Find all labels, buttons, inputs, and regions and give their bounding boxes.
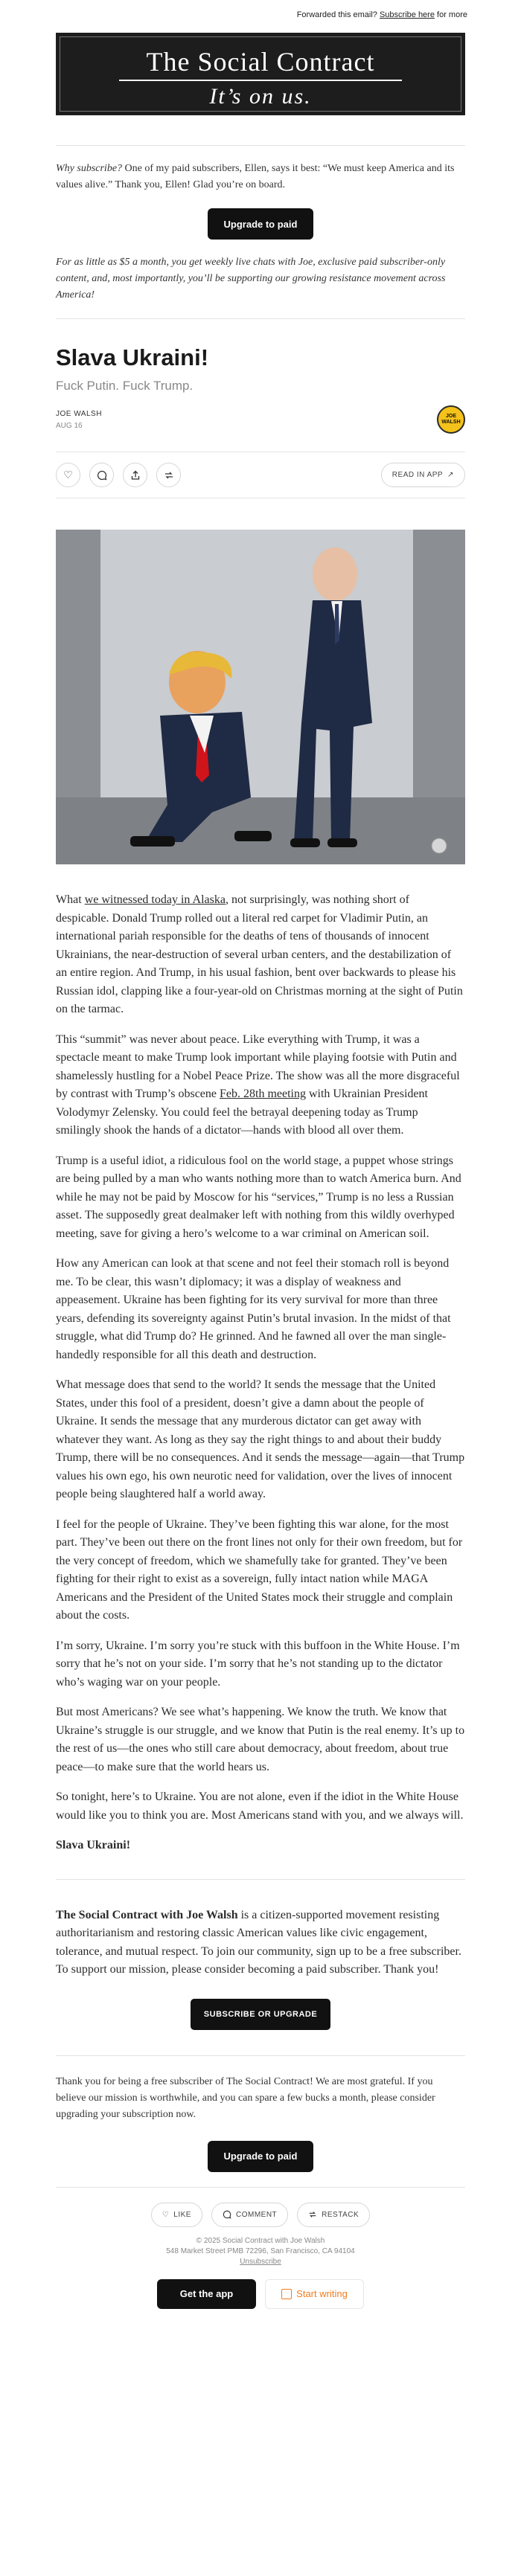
intro-note — [0, 254, 521, 303]
upgrade-to-paid-button[interactable]: Upgrade to paid — [208, 208, 314, 240]
cta-text — [0, 1907, 521, 1979]
banner-title: The Social Contract — [146, 47, 375, 77]
intro-text — [0, 161, 521, 193]
unsubscribe-link[interactable]: Unsubscribe — [240, 2257, 281, 2266]
author-avatar[interactable]: JOE WALSH — [437, 405, 465, 434]
banner-divider — [119, 80, 402, 81]
footer-like-button[interactable] — [151, 2203, 202, 2227]
paragraph-text: with Ukrainian President Volodymyr Zelensky. You could feel the betrayal deepening today as Trump smilingly shook the hands of a dictator—hands with blood all over them. — [56, 1088, 428, 1137]
newsletter-banner[interactable] — [56, 33, 465, 115]
subscribe-here-link[interactable]: Subscribe here — [379, 10, 435, 19]
start-writing-label: Start writing — [296, 2288, 348, 2299]
like-button[interactable] — [56, 463, 80, 487]
closing-text: Slava Ukraini! — [56, 1839, 131, 1851]
author-row — [0, 405, 521, 434]
get-the-app-button[interactable]: Get the app — [157, 2279, 256, 2309]
intro-note-text: For as little as $5 a month, you get weekly live chats with Joe, exclusive paid subscriber-only content, and, most importantly, you’ll be supporting our growing resistance movement across America! — [56, 257, 446, 301]
comment-icon — [97, 470, 107, 481]
paragraph-2 — [56, 1031, 465, 1140]
post-actions — [56, 452, 465, 498]
comment-label: COMMENT — [235, 2210, 278, 2219]
alaska-link[interactable]: we witnessed today in Alaska — [84, 893, 226, 906]
author-name[interactable]: JOE WALSH — [56, 409, 102, 418]
restack-button[interactable] — [156, 463, 181, 487]
restack-label: RESTACK — [322, 2210, 359, 2219]
heart-icon: ♡ — [162, 2210, 170, 2219]
pen-icon — [281, 2289, 292, 2299]
copyright: © 2025 Social Contract with Joe Walsh — [196, 2236, 325, 2245]
paragraph-7: I’m sorry, Ukraine. I’m sorry you’re stuck with this buffoon in the White House. I’m sorry that he’s not on your side. I’m sorry that he’s not standing up to the dictator who’s waging war on your people. — [56, 1639, 460, 1689]
heart-icon: ♡ — [63, 469, 73, 481]
address: 548 Market Street PMB 72296, San Francisco, CA 94104 — [166, 2246, 355, 2255]
hero-illustration — [56, 530, 465, 864]
paragraph-9: So tonight, here’s to Ukraine. You are not alone, even if the idiot in the White House would like you to think you are. Most Americans stand with you, and we always will. — [56, 1790, 464, 1822]
app-buttons — [0, 2279, 521, 2309]
restack-icon — [164, 470, 174, 481]
paragraph-8: But most Americans? We see what’s happening. We know the truth. We know that Ukraine’s struggle is our struggle, and we know that Putin is the real enemy. It’s up to the rest of us—the ones who still care about democracy, about freedom, about true peace—to make sure that the world hears us. — [56, 1706, 465, 1773]
like-label: LIKE — [173, 2210, 191, 2219]
paragraph-text: This “summit” was never about peace. Like everything with Trump, it was a spectacle meant to make Trump look important while playing footsie with Putin and shamelessly hustling for a Nobel Peace Prize. The show was all the more disgraceful by contrast with Trump’s obscene — [56, 1032, 460, 1100]
intro-lead: Why subscribe? — [56, 163, 123, 174]
paragraph-4: How any American can look at that scene and not feel their stomach roll is beyond me. To be clear, this wasn’t diplomacy; it was a display of weakness and appeasement. Ukraine has been fighting for its very survival for more than three years, defending its sovereignty against Putin’s brutal invasion. In the midst of that struggle, what did Trump do? He grinned. And he fawned all over the man single-handedly responsible for all this death and destruction. — [56, 1257, 451, 1361]
post-action-icons — [56, 463, 181, 487]
read-in-app-label: READ IN APP — [391, 471, 444, 479]
read-in-app-button[interactable] — [381, 463, 465, 487]
forward-suffix: for more — [437, 10, 467, 19]
footer-restack-button[interactable] — [297, 2203, 370, 2227]
closing-line — [56, 1837, 465, 1855]
share-icon — [130, 470, 141, 481]
feb-28-meeting-link[interactable]: Feb. 28th meeting — [220, 1088, 306, 1100]
paragraph-text: , not surprisingly, was nothing short of despicable. Donald Trump rolled out a literal red carpet for Vladimir Putin, an international pariah responsible for the deaths of tens of thousands of innocent Ukrainians, the near-destruction of several urban centers, and the destabilization of an entire region. And Trump, in his usual fashion, bent over backwards to please his Russian idol, clapping like a four-year-old on Christmas morning at the sight of Putin on the tarmac. — [56, 893, 463, 1015]
post-subtitle: Fuck Putin. Fuck Trump. — [56, 379, 194, 393]
upgrade-to-paid-button-bottom[interactable]: Upgrade to paid — [208, 2141, 314, 2172]
subscribe-or-upgrade-button[interactable]: SUBSCRIBE OR UPGRADE — [191, 1999, 330, 2030]
forward-bar — [0, 0, 521, 22]
comment-button[interactable] — [89, 463, 114, 487]
cta-bold: The Social Contract with Joe Walsh — [56, 1908, 238, 1921]
footer-actions — [0, 2203, 521, 2227]
thanks-text: Thank you for being a free subscriber of The Social Contract! We are most grateful. If you believe our mission is worthwhile, and you can spare a few bucks a month, please consider upgrading your subscription now. — [56, 2075, 435, 2120]
post-body — [0, 891, 521, 1855]
forward-prefix: Forwarded this email? — [296, 10, 377, 19]
start-writing-button[interactable] — [265, 2279, 364, 2309]
hero-image[interactable] — [56, 530, 465, 864]
footer-comment-button[interactable] — [211, 2203, 288, 2227]
paragraph-1 — [56, 891, 465, 1019]
intro-body: One of my paid subscribers, Ellen, says it best: “We must keep America and its values alive.” Thank you, Ellen! Glad you’re on board. — [56, 163, 455, 190]
cta-body: is a citizen-supported movement resisting authoritarianism and restoring classic American values like civic engagement, tolerance, and mutual respect. To join our community, sign up to be a free subscriber. To support our mission, please consider becoming a paid subscriber. Thank you! — [56, 1908, 461, 1976]
banner-tagline: It’s on us. — [209, 84, 312, 109]
post-title[interactable]: Slava Ukraini! — [56, 344, 209, 370]
author-meta — [56, 410, 102, 430]
footer — [0, 2236, 521, 2267]
arrow-up-right-icon: ↗ — [447, 471, 454, 479]
post-date: AUG 16 — [56, 421, 83, 430]
paragraph-6: I feel for the people of Ukraine. They’ve been fighting this war alone, for the most part. They’ve been out there on the front lines not only for their own freedom, but for the very concept of freedom, which we shamefully take for granted. They’ve been fighting for their right to exist as a sovereign, fully intact nation while MAGA Americans and the President of the United States mock their struggle and complain about the costs. — [56, 1517, 463, 1622]
comment-icon — [223, 2210, 231, 2219]
paragraph-text: What — [56, 893, 85, 906]
share-button[interactable] — [123, 463, 147, 487]
paragraph-5: What message does that send to the world? It sends the message that the United States, under this fool of a president, doesn’t give a damn about the people of Ukraine. It sends the message that any murderous dictator can get away with whatever they want. As long as they say the right things to and about their buddy Trump, there will be no consequences. And it sends the message—again—that Trump values his own ego, his own neurotic need for validation, over the lives of innocent people being slaughtered half a world away. — [56, 1378, 465, 1500]
paragraph-3: Trump is a useful idiot, a ridiculous fool on the world stage, a puppet whose strings are being pulled by a man who wants nothing more than to watch America burn. And while he may not be paid by Moscow for his “services,” Trump is no less a Russian asset. The supposedly great dealmaker left with nothing from this wildly overhyped meeting, save for giving a hero’s welcome to a war criminal on American soil. — [56, 1154, 461, 1240]
restack-icon — [308, 2210, 317, 2219]
